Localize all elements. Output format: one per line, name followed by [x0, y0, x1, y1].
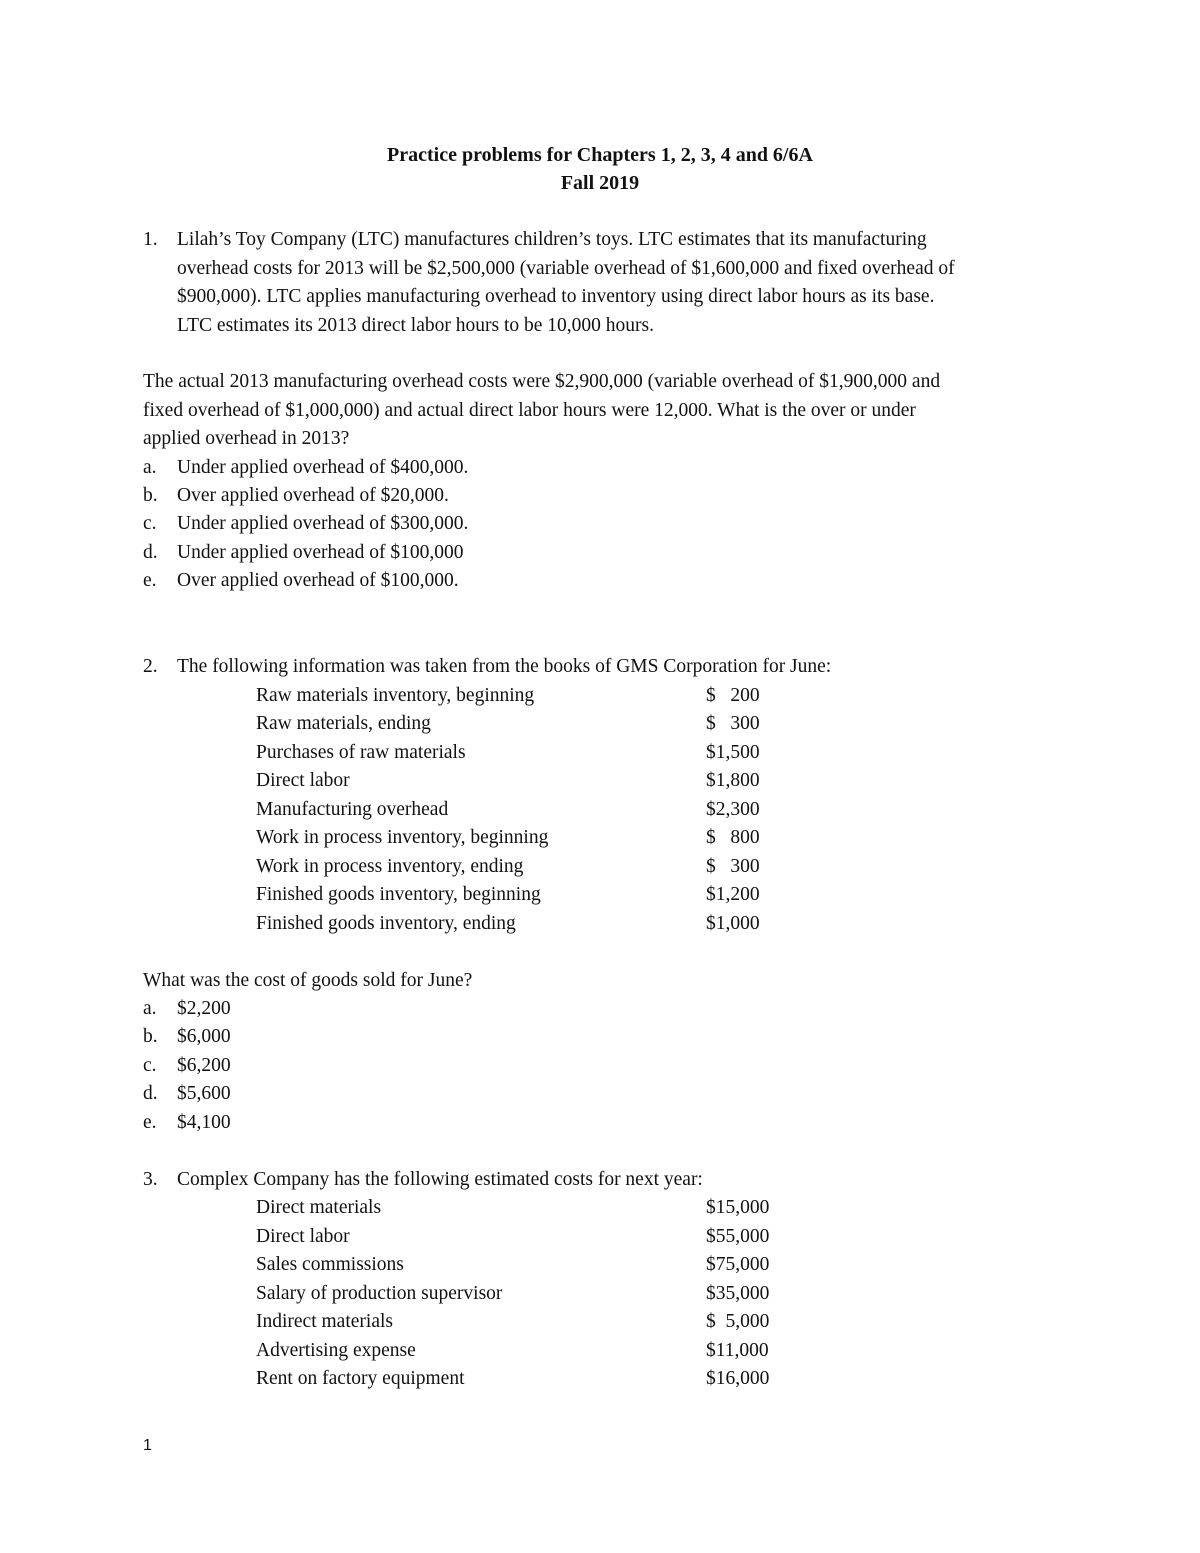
q2-option-c-text: $6,200	[177, 1055, 231, 1076]
q2-table-row-label: Raw materials, ending	[256, 713, 431, 734]
q2-table-row-label: Work in process inventory, ending	[256, 856, 524, 877]
q2-option-b-letter: b.	[143, 1026, 158, 1047]
q1-option-a-text: Under applied overhead of $400,000.	[177, 457, 469, 478]
q2-table-row-value: $ 300	[706, 856, 760, 877]
q3-table-row-value: $ 5,000	[706, 1311, 770, 1332]
q2-table-row-label: Direct labor	[256, 770, 350, 791]
q2-table-row-label: Purchases of raw materials	[256, 742, 466, 763]
question-1-followup-line: fixed overhead of $1,000,000) and actual direct labor hours were 12,000. What is the over or under	[143, 400, 916, 421]
q1-option-d-text: Under applied overhead of $100,000	[177, 542, 464, 563]
q2-table-row-label: Work in process inventory, beginning	[256, 827, 549, 848]
question-2-intro: The following information was taken from the books of GMS Corporation for June:	[177, 656, 832, 677]
q3-table-row-value: $15,000	[706, 1197, 770, 1218]
q2-table-row-value: $1,500	[706, 742, 760, 763]
q3-table-row-label: Sales commissions	[256, 1254, 404, 1275]
q2-table-row-value: $1,000	[706, 913, 760, 934]
q2-table-row-label: Manufacturing overhead	[256, 799, 449, 820]
question-1-text-line: Lilah’s Toy Company (LTC) manufactures children’s toys. LTC estimates that its manufacturing	[177, 229, 927, 250]
q3-table-row-label: Direct materials	[256, 1197, 382, 1218]
q2-table-row-value: $ 200	[706, 685, 760, 706]
question-3-intro: Complex Company has the following estimated costs for next year:	[177, 1169, 703, 1190]
question-2-number: 2.	[143, 656, 158, 677]
question-1-number: 1.	[143, 229, 158, 250]
q1-option-b-text: Over applied overhead of $20,000.	[177, 485, 449, 506]
q3-table-row-label: Direct labor	[256, 1226, 350, 1247]
page-number: 1	[143, 1437, 152, 1454]
q1-option-b-letter: b.	[143, 485, 158, 506]
document-title: Practice problems for Chapters 1, 2, 3, 4 and 6/6A	[387, 144, 813, 166]
q2-table-row-value: $1,200	[706, 884, 760, 905]
question-1-followup-line: The actual 2013 manufacturing overhead costs were $2,900,000 (variable overhead of $1,900,000 and	[143, 371, 941, 392]
question-1-text-line: $900,000). LTC applies manufacturing overhead to inventory using direct labor hours as its base.	[177, 286, 935, 307]
q3-table-row-label: Indirect materials	[256, 1311, 393, 1332]
q3-table-row-value: $11,000	[706, 1340, 769, 1361]
q2-option-b-text: $6,000	[177, 1026, 231, 1047]
question-2-prompt: What was the cost of goods sold for June?	[143, 970, 473, 991]
q2-table-row-value: $2,300	[706, 799, 760, 820]
q3-table-row-label: Salary of production supervisor	[256, 1283, 503, 1304]
question-1-text-line: overhead costs for 2013 will be $2,500,000 (variable overhead of $1,600,000 and fixed overhead of	[177, 258, 955, 279]
q3-table-row-label: Advertising expense	[256, 1340, 416, 1361]
q2-option-e-text: $4,100	[177, 1112, 231, 1133]
q2-option-c-letter: c.	[143, 1055, 157, 1076]
q1-option-a-letter: a.	[143, 457, 157, 478]
q2-option-a-letter: a.	[143, 998, 157, 1019]
q3-table-row-value: $75,000	[706, 1254, 770, 1275]
q1-option-c-text: Under applied overhead of $300,000.	[177, 513, 469, 534]
q2-table-row-value: $ 800	[706, 827, 760, 848]
q3-table-row-value: $16,000	[706, 1368, 770, 1389]
q2-option-d-letter: d.	[143, 1083, 158, 1104]
q2-table-row-label: Finished goods inventory, beginning	[256, 884, 541, 905]
q2-table-row-value: $ 300	[706, 713, 760, 734]
q2-option-a-text: $2,200	[177, 998, 231, 1019]
question-1-text-line: LTC estimates its 2013 direct labor hours to be 10,000 hours.	[177, 315, 654, 336]
question-3-number: 3.	[143, 1169, 158, 1190]
q3-table-row-value: $55,000	[706, 1226, 770, 1247]
q3-table-row-value: $35,000	[706, 1283, 770, 1304]
question-1-followup-line: applied overhead in 2013?	[143, 428, 350, 449]
q2-table-row-label: Raw materials inventory, beginning	[256, 685, 535, 706]
q2-table-row-value: $1,800	[706, 770, 760, 791]
q1-option-c-letter: c.	[143, 513, 157, 534]
q2-table-row-label: Finished goods inventory, ending	[256, 913, 516, 934]
q3-table-row-label: Rent on factory equipment	[256, 1368, 465, 1389]
q2-option-e-letter: e.	[143, 1112, 157, 1133]
q1-option-e-letter: e.	[143, 570, 157, 591]
q1-option-e-text: Over applied overhead of $100,000.	[177, 570, 459, 591]
q2-option-d-text: $5,600	[177, 1083, 231, 1104]
q1-option-d-letter: d.	[143, 542, 158, 563]
document-subtitle: Fall 2019	[560, 172, 640, 194]
